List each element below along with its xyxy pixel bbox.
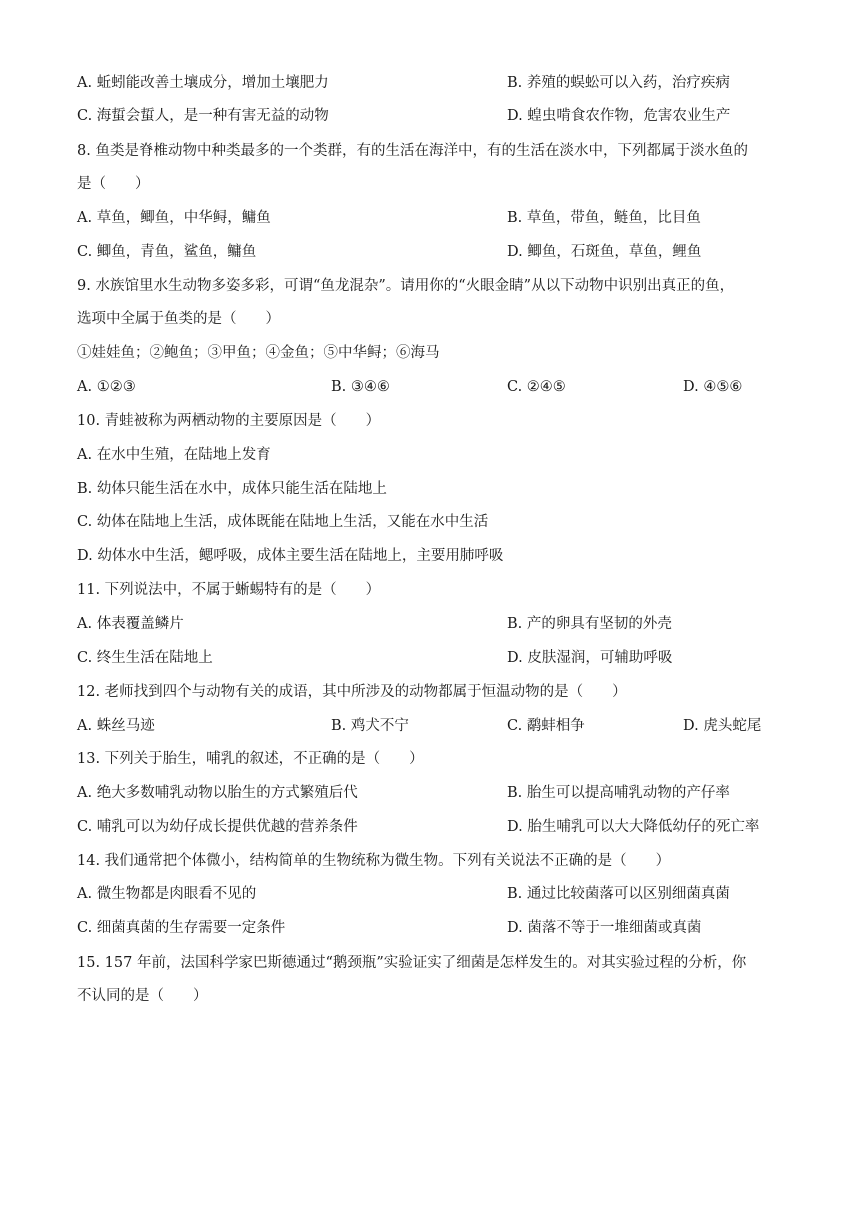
- q7-option-d: D. 蝗虫啃食农作物，危害农业生产: [507, 108, 731, 124]
- q11-option-d: D. 皮肤湿润，可辅助呼吸: [507, 650, 673, 666]
- q9-option-a: A. ①②③: [77, 379, 136, 395]
- q12-option-c: C. 鹬蚌相争: [507, 718, 585, 734]
- q12-option-d: D. 虎头蛇尾: [683, 718, 762, 734]
- q13-option-a: A. 绝大多数哺乳动物以胎生的方式繁殖后代: [77, 785, 358, 801]
- q13-option-b: B. 胎生可以提高哺乳动物的产仔率: [507, 785, 730, 801]
- q14-options-row1: [77, 884, 790, 904]
- q9-option-b: B. ③④⑥: [331, 379, 390, 395]
- q9-options-row: [77, 377, 790, 397]
- q9-stem-line1: 9. 水族馆里水生动物多姿多彩，可谓“鱼龙混杂”。请用你的“火眼金睛”从以下动物中识别出真正的鱼，: [77, 278, 735, 294]
- q15-stem-line1: 15. 157 年前，法国科学家巴斯德通过“鹅颈瓶”实验证实了细菌是怎样发生的。对其实验过程的分析，你: [77, 955, 747, 971]
- q8-stem-line2: 是（ ）: [77, 176, 150, 192]
- q14-option-d: D. 菌落不等于一堆细菌或真菌: [507, 920, 702, 936]
- q9-option-c: C. ②④⑤: [507, 379, 566, 395]
- q12-option-b: B. 鸡犬不宁: [331, 718, 409, 734]
- q7-option-a: A. 蚯蚓能改善土壤成分，增加土壤肥力: [77, 75, 329, 91]
- q9-items: ①娃娃鱼；②鲍鱼；③甲鱼；④金鱼；⑤中华鲟；⑥海马: [77, 345, 440, 361]
- q11-option-a: A. 体表覆盖鳞片: [77, 616, 184, 632]
- q8-option-d: D. 鲫鱼，石斑鱼，草鱼，鲤鱼: [507, 244, 702, 260]
- q11-options-row1: [77, 614, 790, 634]
- q11-options-row2: [77, 648, 790, 668]
- q8-options-row1: [77, 208, 790, 228]
- q12-options-row: [77, 716, 790, 736]
- q12-stem: 12. 老师找到四个与动物有关的成语，其中所涉及的动物都属于恒温动物的是（ ）: [77, 684, 627, 700]
- q7-option-b: B. 养殖的蜈蚣可以入药，治疗疾病: [507, 75, 730, 91]
- q11-stem: 11. 下列说法中，不属于蜥蜴特有的是（ ）: [77, 582, 381, 598]
- q10-option-c: C. 幼体在陆地上生活，成体既能在陆地上生活，又能在水中生活: [77, 514, 489, 530]
- q10-option-a: A. 在水中生殖，在陆地上发育: [77, 447, 271, 463]
- q11-option-b: B. 产的卵具有坚韧的外壳: [507, 616, 672, 632]
- q14-options-row2: [77, 918, 790, 938]
- q12-option-a: A. 蛛丝马迹: [77, 718, 155, 734]
- q14-option-b: B. 通过比较菌落可以区别细菌真菌: [507, 886, 730, 902]
- q13-option-c: C. 哺乳可以为幼仔成长提供优越的营养条件: [77, 819, 358, 835]
- q7-options-row2: [77, 106, 790, 126]
- q8-stem-line1: 8. 鱼类是脊椎动物中种类最多的一个类群，有的生活在海洋中，有的生活在淡水中，下列都属于淡水鱼的: [77, 143, 748, 159]
- q13-options-row1: [77, 783, 790, 803]
- q15-stem-line2: 不认同的是（ ）: [77, 988, 208, 1004]
- q14-stem: 14. 我们通常把个体微小，结构简单的生物统称为微生物。下列有关说法不正确的是（ ）: [77, 853, 671, 869]
- q10-stem: 10. 青蛙被称为两栖动物的主要原因是（ ）: [77, 413, 381, 429]
- q13-option-d: D. 胎生哺乳可以大大降低幼仔的死亡率: [507, 819, 760, 835]
- q11-option-c: C. 终生生活在陆地上: [77, 650, 213, 666]
- q10-option-b: B. 幼体只能生活在水中，成体只能生活在陆地上: [77, 481, 387, 497]
- q9-stem-line2: 选项中全属于鱼类的是（ ）: [77, 311, 280, 327]
- q8-option-b: B. 草鱼，带鱼，鲢鱼，比目鱼: [507, 210, 701, 226]
- q8-option-c: C. 鲫鱼，青鱼，鲨鱼，鳙鱼: [77, 244, 257, 260]
- q14-option-a: A. 微生物都是肉眼看不见的: [77, 886, 257, 902]
- q7-options-row1: [77, 73, 790, 93]
- q14-option-c: C. 细菌真菌的生存需要一定条件: [77, 920, 286, 936]
- q8-options-row2: [77, 242, 790, 262]
- q7-option-c: C. 海蜇会蜇人，是一种有害无益的动物: [77, 108, 329, 124]
- q8-option-a: A. 草鱼，鲫鱼，中华鲟，鳙鱼: [77, 210, 271, 226]
- q13-stem: 13. 下列关于胎生，哺乳的叙述，不正确的是（ ）: [77, 751, 424, 767]
- q9-option-d: D. ④⑤⑥: [683, 379, 743, 395]
- q13-options-row2: [77, 817, 790, 837]
- q10-option-d: D. 幼体水中生活，鳃呼吸，成体主要生活在陆地上，主要用肺呼吸: [77, 548, 504, 564]
